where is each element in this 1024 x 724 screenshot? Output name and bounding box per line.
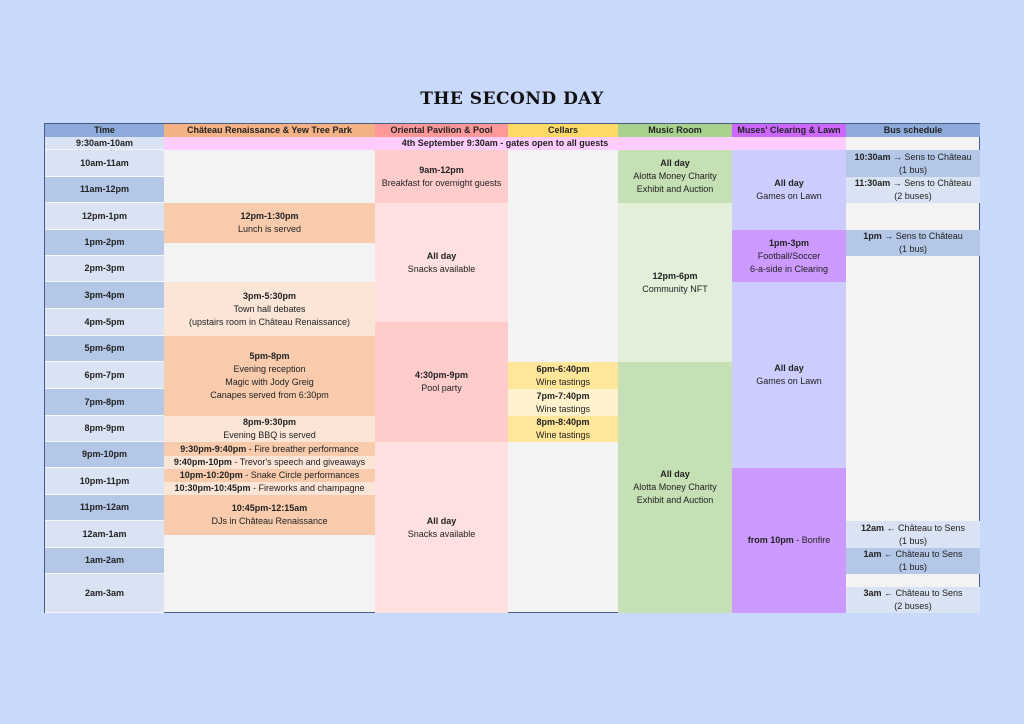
oriental-breakfast-time: 9am-12pm xyxy=(419,164,464,175)
chateau-evening-line2: Magic with Jody Greig xyxy=(225,377,314,387)
music-charity-1-line2: Exhibit and Auction xyxy=(636,184,714,194)
time-cell: 7pm-8pm xyxy=(45,389,164,416)
oriental-breakfast xyxy=(375,150,508,203)
muses-games-2-time: All day xyxy=(774,363,804,373)
chateau-evening-line1: Evening reception xyxy=(233,364,306,374)
cellars-tasting-2-text: Wine tastings xyxy=(535,403,591,414)
muses-football-time: 1pm-3pm xyxy=(768,237,809,248)
oriental-snacks-1 xyxy=(375,203,508,322)
time-cell: 4pm-5pm xyxy=(45,309,164,336)
cellars-tasting-2-time: 7pm-7:40pm xyxy=(536,390,590,401)
oriental-pool-party xyxy=(375,322,508,442)
muses-football-line2: 6-a-side in Clearing xyxy=(749,263,829,274)
chateau-lunch xyxy=(164,203,375,243)
time-cell: 11am-12pm xyxy=(45,177,164,203)
muses-football xyxy=(732,230,846,282)
cellars-tasting-2 xyxy=(508,389,618,416)
muses-games-2-text: Games on Lawn xyxy=(756,376,822,386)
chateau-evening-line3: Canapes served from 6:30pm xyxy=(210,390,329,400)
muses-bonfire-text: - Bonfire xyxy=(793,535,831,545)
time-cell: 5pm-6pm xyxy=(45,336,164,362)
chateau-fire-text: - Fire breather performance xyxy=(246,443,359,454)
bus-2-time: 11:30am xyxy=(854,178,891,188)
chateau-evening xyxy=(164,336,375,416)
cellars-tasting-3-text: Wine tastings xyxy=(535,430,591,440)
bus-6-route: ← Château to Sens xyxy=(881,588,963,598)
oriental-snacks-2-time: All day xyxy=(426,515,457,526)
bus-4-time: 12am xyxy=(860,522,884,533)
bus-1-route: → Sens to Château xyxy=(890,151,972,162)
time-cell: 6pm-7pm xyxy=(45,362,164,389)
header-music-room: Music Room xyxy=(618,124,732,137)
music-charity-2 xyxy=(618,362,732,613)
muses-games-1-time: All day xyxy=(774,178,804,188)
muses-games-1-text: Games on Lawn xyxy=(756,191,822,201)
bus-1-count: (1 bus) xyxy=(898,164,927,175)
chateau-fireworks-time: 10:30pm-10:45pm xyxy=(174,483,251,493)
music-nft-time: 12pm-6pm xyxy=(652,270,698,281)
chateau-bbq-text: Evening BBQ is served xyxy=(223,430,316,440)
time-cell: 3pm-4pm xyxy=(45,282,164,309)
time-cell: 2pm-3pm xyxy=(45,256,164,282)
chateau-fire xyxy=(164,442,375,456)
chateau-snake-time: 10pm-10:20pm xyxy=(179,470,243,480)
header-chateau: Château Renaissance & Yew Tree Park xyxy=(164,124,375,137)
chateau-bbq xyxy=(164,416,375,442)
bus-4-route: ← Château to Sens xyxy=(883,522,966,533)
chateau-fire-time: 9:30pm-9:40pm xyxy=(180,443,247,454)
time-cell: 10pm-11pm xyxy=(45,468,164,495)
chateau-lunch-text: Lunch is served xyxy=(237,224,302,234)
oriental-snacks-1-text: Snacks available xyxy=(407,263,476,274)
time-cell: 9pm-10pm xyxy=(45,442,164,468)
muses-games-2 xyxy=(732,282,846,468)
time-cell: 11pm-12am xyxy=(45,495,164,521)
chateau-speech xyxy=(164,456,375,469)
header-time: Time xyxy=(45,124,164,137)
music-nft xyxy=(618,203,732,362)
cellars-tasting-1-text: Wine tastings xyxy=(535,376,591,387)
oriental-pool-text: Pool party xyxy=(421,383,462,393)
bus-3-time: 1pm xyxy=(863,231,882,241)
oriental-snacks-2-text: Snacks available xyxy=(407,528,476,539)
chateau-djs-time: 10:45pm-12:15am xyxy=(231,503,308,513)
bus-slot-3 xyxy=(846,230,980,256)
bus-1-time: 10:30am xyxy=(854,151,891,162)
chateau-djs-text: DJs in Château Renaissance xyxy=(211,516,328,526)
chateau-debates-line2: (upstairs room in Château Renaissance) xyxy=(188,316,351,327)
chateau-debates xyxy=(164,282,375,336)
chateau-fireworks-text: - Fireworks and champagne xyxy=(250,483,365,493)
chateau-snake-text: - Snake Circle performances xyxy=(242,470,360,480)
cellars-tasting-3 xyxy=(508,416,618,442)
bus-2-count: (2 buses) xyxy=(894,191,932,201)
music-charity-1-line1: Alotta Money Charity xyxy=(633,171,717,181)
header-muses: Muses' Clearing & Lawn xyxy=(732,124,846,137)
oriental-snacks-2 xyxy=(375,442,508,613)
bus-3-route: → Sens to Château xyxy=(881,231,963,241)
music-charity-2-line2: Exhibit and Auction xyxy=(636,495,714,505)
oriental-breakfast-text: Breakfast for overnight guests xyxy=(381,177,502,188)
bus-slot-4 xyxy=(846,521,980,548)
chateau-fireworks xyxy=(164,482,375,495)
muses-football-line1: Football/Soccer xyxy=(757,250,821,261)
time-cell: 12pm-1pm xyxy=(45,203,164,230)
music-charity-1-time: All day xyxy=(660,158,690,168)
time-cell: 1am-2am xyxy=(45,548,164,574)
bus-slot-5 xyxy=(846,548,980,574)
oriental-snacks-1-time: All day xyxy=(426,250,457,261)
muses-games-1 xyxy=(732,150,846,230)
chateau-djs xyxy=(164,495,375,535)
chateau-evening-time: 5pm-8pm xyxy=(249,351,290,361)
chateau-debates-time: 3pm-5:30pm xyxy=(242,290,296,301)
bus-slot-6 xyxy=(846,587,980,613)
chateau-snake xyxy=(164,469,375,482)
time-cell-gates: 9:30am-10am xyxy=(45,137,164,150)
bus-slot-2 xyxy=(846,177,980,203)
chateau-lunch-time: 12pm-1:30pm xyxy=(240,211,299,221)
header-oriental: Oriental Pavilion & Pool xyxy=(375,124,508,137)
bus-6-count: (2 buses) xyxy=(894,601,932,611)
bus-3-count: (1 bus) xyxy=(898,244,927,254)
bus-5-count: (1 bus) xyxy=(898,562,927,572)
bus-5-time: 1am xyxy=(863,549,882,559)
time-cell: 8pm-9pm xyxy=(45,416,164,442)
bus-2-route: → Sens to Château xyxy=(890,178,972,188)
bus-slot-1 xyxy=(846,150,980,177)
cellars-tasting-1-time: 6pm-6:40pm xyxy=(536,363,590,374)
music-charity-2-time: All day xyxy=(660,469,690,479)
chateau-speech-text: - Trevor's speech and giveaways xyxy=(231,457,366,467)
chateau-bbq-time: 8pm-9:30pm xyxy=(242,417,296,427)
cellars-tasting-1 xyxy=(508,362,618,389)
bus-4-count: (1 bus) xyxy=(898,535,927,546)
header-cellars: Cellars xyxy=(508,124,618,137)
oriental-pool-time: 4:30pm-9pm xyxy=(414,370,468,380)
gates-banner: 4th September 9:30am - gates open to all guests xyxy=(164,137,846,150)
time-cell: 1pm-2pm xyxy=(45,230,164,256)
music-charity-1 xyxy=(618,150,732,203)
bus-6-time: 3am xyxy=(863,588,882,598)
time-cell: 12am-1am xyxy=(45,521,164,548)
header-bus: Bus schedule xyxy=(846,124,980,137)
time-cell: 2am-3am xyxy=(45,574,164,613)
chateau-debates-line1: Town hall debates xyxy=(233,303,306,314)
page-title: THE SECOND DAY xyxy=(420,89,604,109)
cellars-tasting-3-time: 8pm-8:40pm xyxy=(536,417,590,427)
music-nft-text: Community NFT xyxy=(642,283,708,294)
chateau-speech-time: 9:40pm-10pm xyxy=(173,457,232,467)
time-cell: 10am-11am xyxy=(45,150,164,177)
muses-bonfire-time: from 10pm xyxy=(747,535,794,545)
bus-5-route: ← Château to Sens xyxy=(881,549,963,559)
schedule-table xyxy=(44,123,980,613)
music-charity-2-line1: Alotta Money Charity xyxy=(633,482,717,492)
muses-bonfire xyxy=(732,468,846,613)
